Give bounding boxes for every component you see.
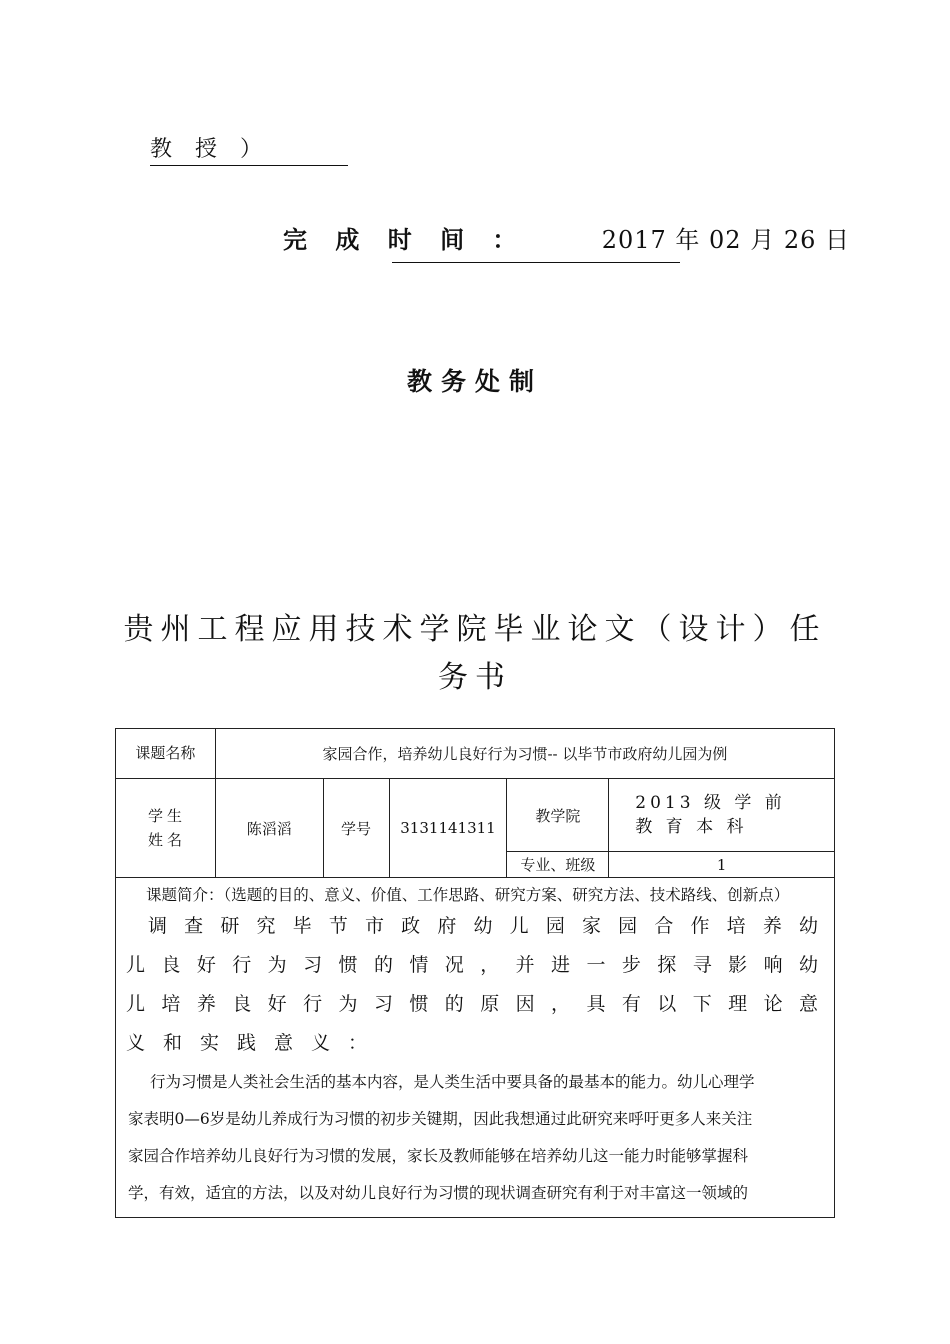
intro-body-line: 行为习惯是人类社会生活的基本内容，是人类生活中要具备的最基本的能力。幼儿心理学 — [150, 1073, 755, 1091]
intro-body-line: 家园合作培养幼儿良好行为习惯的发展，家长及教师能够在培养幼儿这一能力时能够掌握科 — [128, 1147, 749, 1165]
id-label: 学号 — [323, 779, 389, 878]
student-value: 陈滔滔 — [215, 779, 323, 878]
intro-body-line: 家表明0—6岁是幼儿养成行为习惯的初步关键期，因此我想通过此研究来呼吁更多人来关注 — [128, 1110, 753, 1128]
major-value: 1 — [609, 852, 835, 878]
intro-heading: 课题简介：（选题的目的、意义、价值、工作思路、研究方案、研究方法、技术路线、创新点） — [146, 886, 790, 904]
student-row — [116, 779, 835, 852]
topic-row — [116, 729, 835, 779]
completion-underline — [392, 262, 680, 263]
school-label: 教学院 — [507, 779, 609, 852]
topic-label: 课题名称 — [116, 729, 216, 779]
intro-body-line: 学，有效，适宜的方法，以及对幼儿良好行为习惯的现状调查研究有利于对丰富这一领域的 — [128, 1184, 749, 1202]
intro-paragraph-line: 义和实践意义： — [126, 1032, 386, 1054]
intro-cell — [116, 878, 835, 1218]
issuing-office: 教务处制 — [406, 367, 543, 396]
major-label: 专业、班级 — [507, 852, 609, 878]
document-title — [120, 606, 830, 702]
school-value: 2013 级 学 前 教 育 本 科 — [609, 779, 835, 852]
intro-body — [128, 1064, 824, 1212]
advisor-title-tail: 教 授 ） — [150, 132, 348, 166]
task-table — [115, 728, 835, 1218]
intro-paragraph-line: 调查研究毕节市政府幼儿园家园合作培养幼 — [148, 915, 824, 937]
intro-paragraph-line: 儿培养良好行为习惯的原因，具有以下理论意 — [126, 993, 824, 1015]
title-line-2: 务书 — [438, 660, 512, 695]
completion-value: 2017 年 02 月 26 日 — [601, 226, 851, 254]
intro-paragraph-line: 儿良好行为习惯的情况，并进一步探寻影响幼 — [126, 954, 824, 976]
id-value: 3131141311 — [389, 779, 507, 878]
title-line-1: 贵州工程应用技术学院毕业论文（设计）任 — [123, 612, 827, 647]
student-label: 学生姓名 — [116, 779, 216, 878]
completion-label: 完 成 时 间 ： — [283, 226, 527, 254]
completion-date — [283, 220, 850, 255]
topic-value: 家园合作，培养幼儿良好行为习惯-- 以毕节市政府幼儿园为例 — [215, 729, 834, 779]
intro-row — [116, 878, 835, 1218]
